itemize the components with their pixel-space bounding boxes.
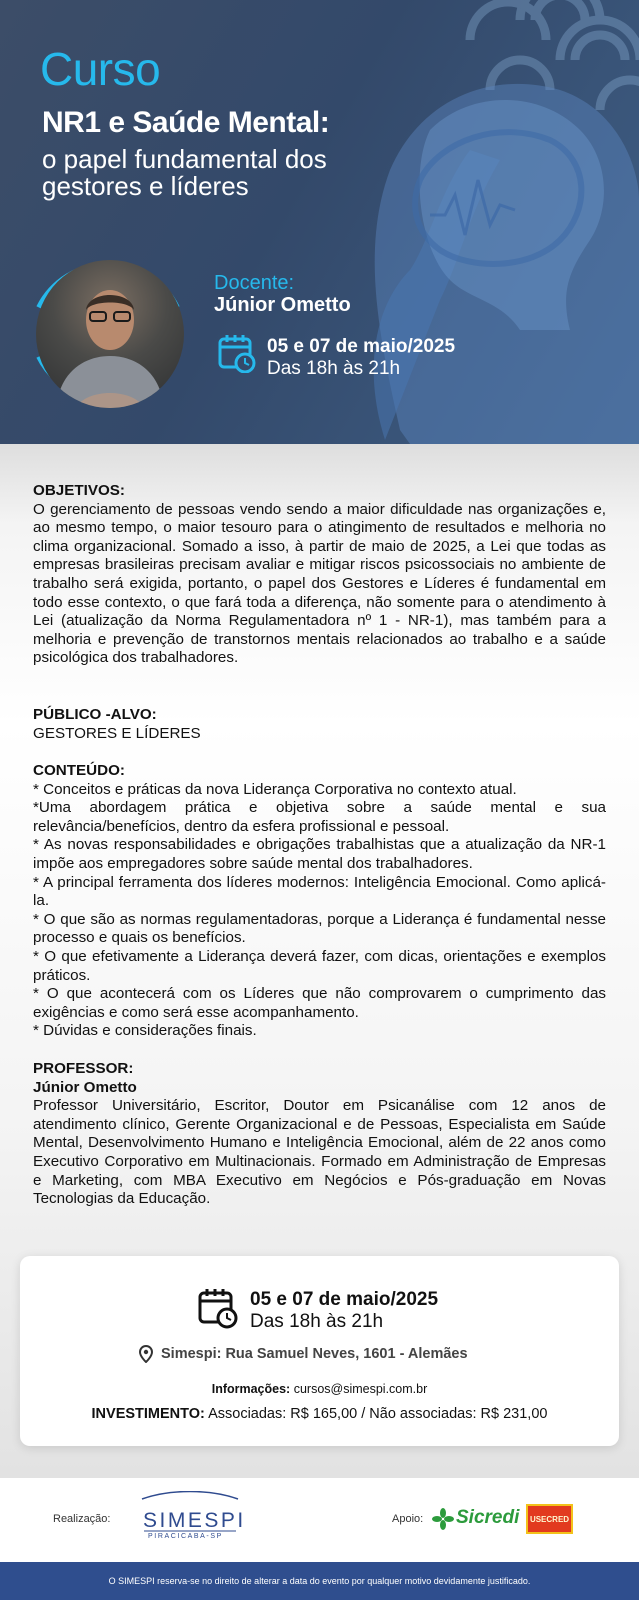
info-line xyxy=(0,1382,639,1396)
card-time: Das 18h às 21h xyxy=(250,1311,384,1332)
calendar-clock-icon xyxy=(218,333,256,373)
objetivos-text: O gerenciamento de pessoas vendo sendo a maior dificuldade nas organizações e, ao mesmo tempo, o maior tesouro para o atingimento de resultados e melhoria no clima organizacional. Somado a isso, à partir de maio de 2025, a Lei que todas as empresas brasileiras precisam avaliar e mitigar riscos psicossociais no ambiente de trabalho será exigida, portanto, o papel dos Gestores e Líderes é fundamental em todo esse contexto, o que fará toda a diferença, não somente para o atendimento à Lei (atualização da Norma Regulamentadora nº 1 - NR-1), mas também para a melhoria e prevenção de transtornos mentais relacionados ao trabalho e a saúde psicológica dos trabalhadores. xyxy=(33,500,606,667)
sicredi-leaf-icon xyxy=(432,1508,454,1530)
info-label: Informações: xyxy=(211,1382,291,1396)
usecred-name: USECRED xyxy=(529,1514,570,1524)
list-item: * Dúvidas e considerações finais. xyxy=(33,1022,257,1040)
publico-section xyxy=(33,706,606,743)
docente-label: Docente: xyxy=(214,272,295,294)
disclaimer-bar: O SIMESPI reserva-se no direito de alterar a data do evento por qualquer motivo devidamente justificado. xyxy=(0,1562,639,1600)
list-item: * A principal ferramenta dos líderes modernos: Inteligência Emocional. Como aplicá-la. xyxy=(33,873,606,910)
list-item: * Conceitos e práticas da nova Liderança Corporativa no contexto atual. xyxy=(33,780,517,798)
location-pin-icon xyxy=(139,1345,153,1363)
hero-time: Das 18h às 21h xyxy=(267,358,401,379)
simespi-sub: PIRACICABA-SP xyxy=(148,1533,223,1540)
course-title: NR1 e Saúde Mental: xyxy=(42,106,330,139)
publico-text: GESTORES E LÍDERES xyxy=(33,724,201,742)
event-address: Simespi: Rua Samuel Neves, 1601 - Alemães xyxy=(161,1346,468,1362)
avatar xyxy=(36,260,184,408)
objetivos-heading: OBJETIVOS: xyxy=(33,482,125,499)
objetivos-section xyxy=(33,482,606,668)
publico-heading: PÚBLICO -ALVO: xyxy=(33,706,157,723)
apoio-label: Apoio: xyxy=(392,1513,424,1525)
professor-section xyxy=(33,1060,606,1209)
usecred-logo xyxy=(526,1504,573,1534)
sicredi-name: Sicredi xyxy=(456,1507,520,1528)
hero-date: 05 e 07 de maio/2025 xyxy=(267,336,456,357)
course-kicker: Curso xyxy=(40,43,161,95)
professor-bio: Professor Universitário, Escritor, Doutor em Psicanálise com 12 anos de atendimento clínico, Gerente Organizacional e de Pessoas, Especialista em Saúde Mental, Desenvolvimento Humano e Inteligência Emocional, além de 22 anos como Executivo Corporativo em Multinacionais. Formado em Administração de Empresas e Marketing, com MBA Executivo em Negócios e Pós-graduação em Novas Tecnologias da Educação. xyxy=(33,1097,606,1208)
investment-line xyxy=(0,1406,639,1422)
info-email[interactable]: cursos@simespi.com.br xyxy=(293,1382,428,1396)
person-photo-icon xyxy=(36,260,184,408)
realizacao-label: Realização: xyxy=(53,1513,111,1525)
docente-name: Júnior Ometto xyxy=(214,294,351,316)
list-item: * As novas responsabilidades e obrigações trabalhistas que a atualização da NR-1 impõe aos empregadores sobre saúde mental dos trabalhadores. xyxy=(33,836,606,872)
invest-text: Associadas: R$ 165,00 / Não associadas: R$ 231,00 xyxy=(208,1406,548,1422)
calendar-clock-icon xyxy=(198,1287,238,1329)
list-item: *Uma abordagem prática e objetiva sobre a saúde mental e sua relevância/benefícios, dentro da esfera profissional e pessoal. xyxy=(33,799,606,835)
list-item: * O que são as normas regulamentadoras, porque a Liderança é fundamental nesse processo e quais os benefícios. xyxy=(33,910,606,947)
card-date: 05 e 07 de maio/2025 xyxy=(250,1289,439,1310)
professor-name: Júnior Ometto xyxy=(33,1078,137,1096)
invest-label: INVESTIMENTO: xyxy=(91,1406,205,1422)
professor-heading: PROFESSOR: xyxy=(33,1060,134,1077)
simespi-name: SIMESPI xyxy=(143,1509,246,1532)
conteudo-heading: CONTEÚDO: xyxy=(33,762,125,779)
conteudo-section xyxy=(33,762,606,1041)
list-item: * O que acontecerá com os Líderes que não comprovarem o cumprimento das exigências e como será esse acompanhamento. xyxy=(33,985,606,1021)
course-subtitle: o papel fundamental dos gestores e líderes xyxy=(42,144,327,201)
list-item: * O que efetivamente a Liderança deverá fazer, com dicas, orientações e exemplos práticos. xyxy=(33,947,606,984)
